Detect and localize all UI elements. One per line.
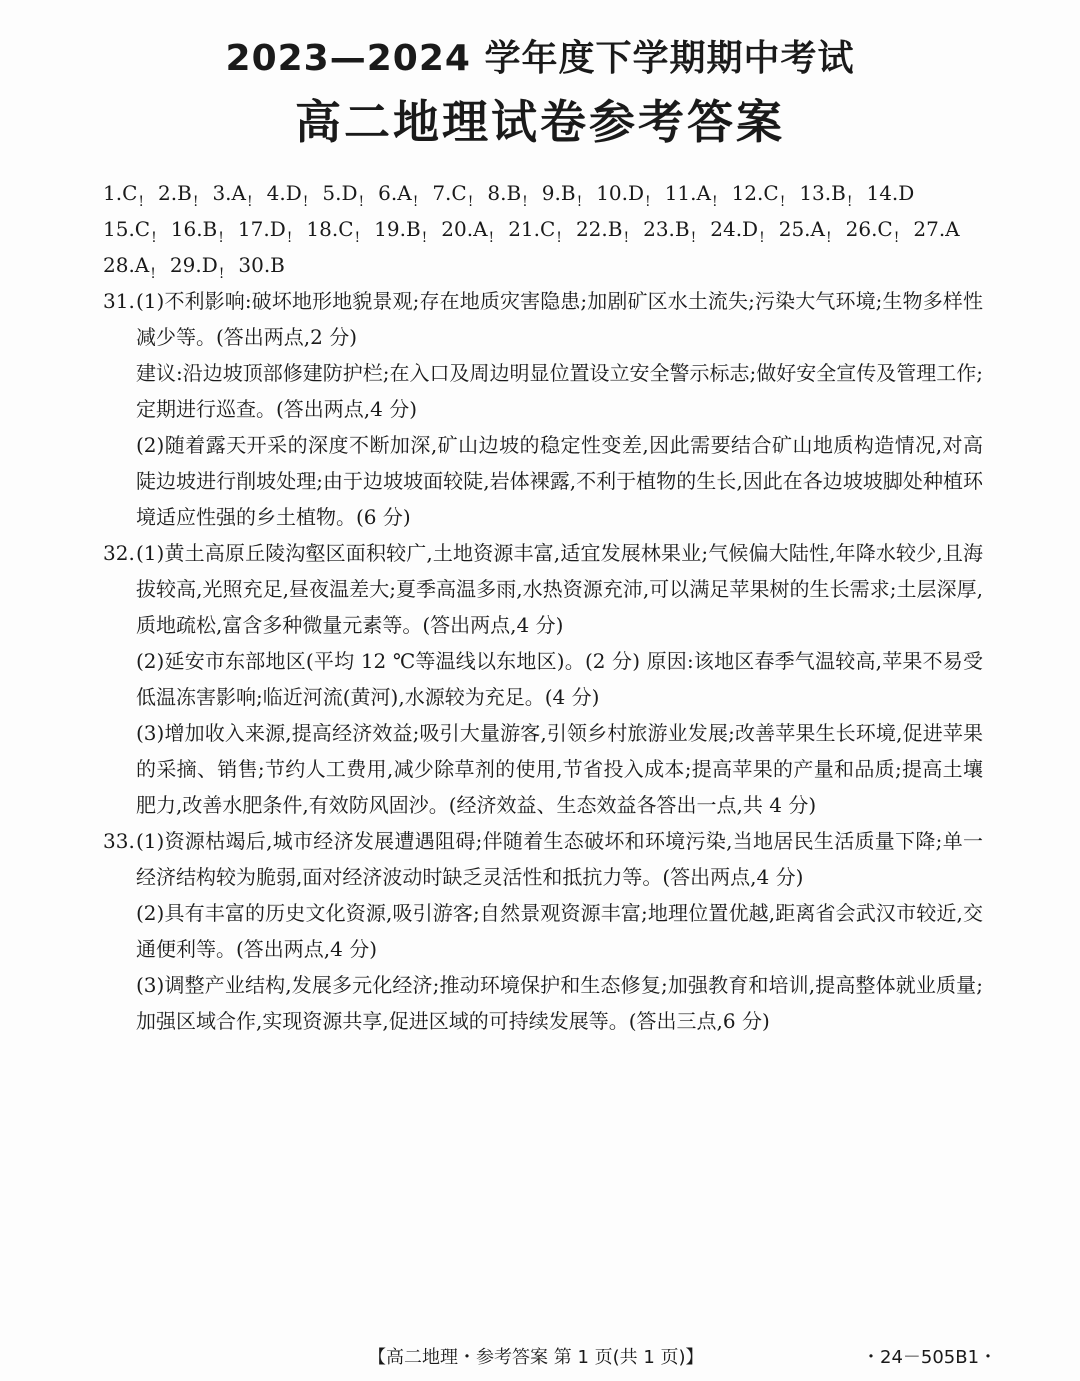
- question-number: 32.: [103, 541, 135, 565]
- separator-mark: !: [467, 194, 474, 210]
- question-33: [103, 823, 983, 1039]
- choice-answer: [710, 211, 764, 256]
- answer-part: (1)黄土高原丘陵沟壑区面积较广,土地资源丰富,适宜发展林果业;气候偏大陆性,年降水较少,且海拔较高,光照充足,昼夜温差大;夏季高温多雨,水热资源充沛,可以满足苹果树的生长需求;土层深厚,质地疏松,富含多种微量元素等。(答出两点,4 分): [136, 541, 983, 637]
- choice-answer: [441, 211, 494, 256]
- choice-answer-text: 12.C: [731, 181, 779, 205]
- choice-answer: [576, 211, 629, 256]
- answer-part: (1)资源枯竭后,城市经济发展遭遇阻碍;伴随着生态破坏和环境污染,当地居民生活质量下降;单一经济结构较为脆弱,面对经济波动时缺乏灵活性和抵抗力等。(答出两点,4 分): [136, 829, 983, 889]
- answer-key-title: 高二地理试卷参考答案: [295, 95, 785, 149]
- separator-mark: !: [488, 230, 495, 246]
- choice-answer-text: 27.A: [913, 217, 960, 241]
- choice-answers: [103, 175, 983, 283]
- answer-part: (3)调整产业结构,发展多元化经济;推动环境保护和生态修复;加强教育和培训,提高整体就业质量;加强区域合作,实现资源共享,促进区域的可持续发展等。(答出三点,6 分): [136, 973, 983, 1033]
- choice-answer-text: 15.C: [103, 217, 151, 241]
- choice-answer-text: 8.B: [487, 181, 522, 205]
- choice-answer: [779, 211, 832, 256]
- choice-answer-text: 5.D: [322, 181, 358, 205]
- choice-answer-text: 22.B: [575, 217, 623, 241]
- choice-answer-text: 14.D: [866, 181, 915, 205]
- choice-answer-text: 11.A: [664, 181, 711, 205]
- answer-part: (2)随着露天开采的深度不断加深,矿山边坡的稳定性变差,因此需要结合矿山地质构造情况,对高陡边坡进行削坡处理;由于边坡坡面较陡,岩体裸露,不利于植物的生长,因此在各边坡坡脚处种植环境适应性强的乡土植物。(6 分): [136, 433, 983, 529]
- choice-answer-text: 21.C: [508, 217, 556, 241]
- choice-answer-text: 4.D: [266, 181, 302, 205]
- separator-mark: !: [218, 230, 224, 246]
- question-32: [103, 535, 983, 823]
- separator-mark: !: [645, 194, 651, 210]
- choice-answer: [306, 211, 360, 256]
- choice-answer-text: 10.D: [596, 181, 645, 205]
- choice-answer: [643, 211, 696, 256]
- choice-answer-line: [103, 175, 983, 211]
- question-number: 33.: [103, 829, 135, 853]
- separator-mark: !: [759, 230, 765, 246]
- separator-mark: !: [421, 230, 428, 246]
- footer-code: ・24－505B1・: [862, 1347, 998, 1368]
- separator-mark: !: [151, 230, 157, 246]
- choice-answer-text: 19.B: [374, 217, 421, 241]
- separator-mark: !: [522, 194, 528, 210]
- footer-page-info: 【高二地理・参考答案 第 1 页(共 1 页)】: [368, 1347, 704, 1368]
- choice-answer-text: 28.A: [103, 253, 150, 277]
- choice-answer-text: 24.D: [710, 217, 759, 241]
- separator-mark: !: [218, 266, 225, 282]
- separator-mark: !: [358, 194, 365, 210]
- choice-answer-text: 7.C: [432, 181, 467, 205]
- choice-answer: [913, 211, 959, 247]
- separator-mark: !: [286, 230, 293, 246]
- choice-answer-text: 25.A: [778, 217, 825, 241]
- answer-part: (2)具有丰富的历史文化资源,吸引游客;自然景观资源丰富;地理位置优越,距离省会武汉市较近,交通便利等。(答出两点,4 分): [136, 901, 983, 961]
- question-31: [103, 283, 983, 535]
- answer-part: (1)不利影响:破坏地形地貌景观;存在地质灾害隐患;加剧矿区水土流失;污染大气环境;生物多样性减少等。(答出两点,2 分): [136, 289, 983, 349]
- choice-answer-text: 18.C: [306, 217, 354, 241]
- separator-mark: !: [302, 194, 309, 210]
- choice-answer-line: [103, 211, 983, 247]
- separator-mark: !: [556, 230, 562, 246]
- separator-mark: !: [246, 194, 253, 210]
- separator-mark: !: [825, 230, 832, 246]
- choice-answer-text: 30.B: [238, 253, 285, 277]
- separator-mark: !: [138, 194, 145, 210]
- choice-answer-text: 16.B: [170, 217, 218, 241]
- separator-mark: !: [192, 194, 199, 210]
- choice-answer-text: 13.B: [799, 181, 846, 205]
- choice-answer-text: 26.C: [845, 217, 893, 241]
- choice-answer: [846, 211, 900, 256]
- answer-part: (3)增加收入来源,提高经济效益;吸引大量游客,引领乡村旅游业发展;改善苹果生长环境,促进苹果的采摘、销售;节约人工费用,减少除草剂的使用,节省投入成本;提高苹果的产量和品质;提高土壤肥力,改善水肥条件,有效防风固沙。(经济效益、生态效益各答出一点,共 4 分): [136, 721, 983, 817]
- separator-mark: !: [150, 266, 156, 282]
- choice-answer: [508, 211, 562, 256]
- separator-mark: !: [623, 230, 630, 246]
- separator-mark: !: [354, 230, 361, 246]
- choice-answer-text: 3.A: [212, 181, 246, 205]
- answer-part: 建议:沿边坡顶部修建防护栏;在入口及周边明显位置设立安全警示标志;做好安全宣传及管理工作;定期进行巡查。(答出两点,4 分): [136, 361, 983, 421]
- answer-part: (2)延安市东部地区(平均 12 ℃等温线以东地区)。(2 分) 原因:该地区春季气温较高,苹果不易受低温冻害影响;临近河流(黄河),水源较为充足。(4 分): [136, 649, 983, 709]
- answer-content: [103, 175, 983, 1039]
- separator-mark: !: [893, 230, 900, 246]
- choice-answer-text: 9.B: [541, 181, 576, 205]
- choice-answer: [866, 175, 914, 211]
- choice-answer-text: 23.B: [643, 217, 690, 241]
- choice-answer: [238, 247, 285, 283]
- choice-answer-text: 20.A: [441, 217, 488, 241]
- separator-mark: !: [412, 194, 419, 210]
- separator-mark: !: [576, 194, 583, 210]
- separator-mark: !: [846, 194, 853, 210]
- choice-answer-text: 29.D: [169, 253, 218, 277]
- choice-answer: [374, 211, 427, 256]
- exam-title: 2023—2024 学年度下学期期中考试: [225, 38, 855, 79]
- separator-mark: !: [779, 194, 786, 210]
- choice-answer-text: 2.B: [158, 181, 192, 205]
- separator-mark: !: [690, 230, 697, 246]
- choice-answer-text: 1.C: [103, 181, 138, 205]
- choice-answer-text: 17.D: [237, 217, 286, 241]
- choice-answer-text: 6.A: [378, 181, 412, 205]
- question-number: 31.: [103, 289, 135, 313]
- separator-mark: !: [711, 194, 718, 210]
